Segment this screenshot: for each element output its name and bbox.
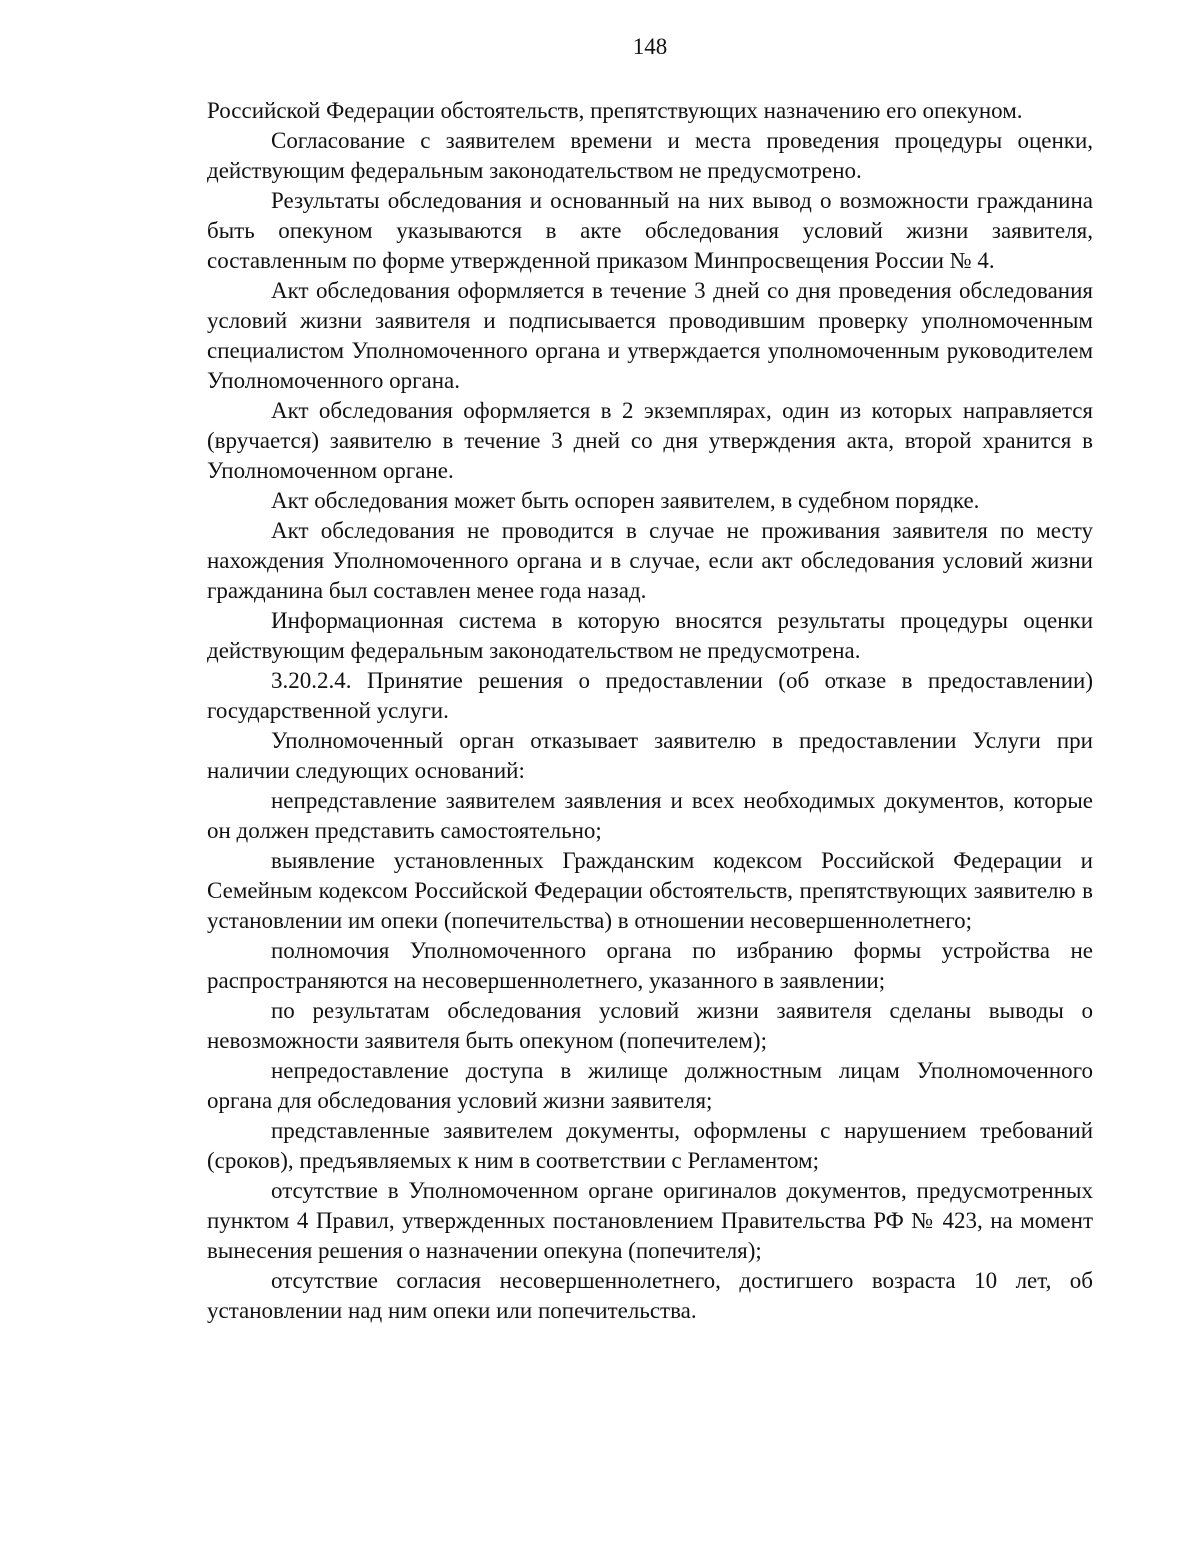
paragraph: представленные заявителем документы, оформлены с нарушением требований (сроков), предъявляемых к ним в соответствии с Регламентом; [207, 1118, 1093, 1173]
paragraph: 3.20.2.4. Принятие решения о предоставлении (об отказе в предоставлении) государственной услуги. [207, 668, 1093, 723]
paragraph: отсутствие в Уполномоченном органе оригиналов документов, предусмотренных пунктом 4 Правил, утвержденных постановлением Правительства РФ № 423, на момент вынесения решения о назначении опекуна (попечителя); [207, 1178, 1093, 1263]
paragraph: полномочия Уполномоченного органа по избранию формы устройства не распространяются на несовершеннолетнего, указанного в заявлении; [207, 938, 1093, 993]
paragraph: отсутствие согласия несовершеннолетнего, достигшего возраста 10 лет, об установлении над ним опеки или попечительства. [207, 1268, 1093, 1323]
document-body [207, 96, 1093, 1326]
paragraph: непредоставление доступа в жилище должностным лицам Уполномоченного органа для обследования условий жизни заявителя; [207, 1058, 1093, 1113]
paragraph: непредставление заявителем заявления и всех необходимых документов, которые он должен представить самостоятельно; [207, 788, 1093, 843]
paragraph: Информационная система в которую вносятся результаты процедуры оценки действующим федеральным законодательством не предусмотрена. [207, 608, 1093, 663]
paragraph: по результатам обследования условий жизни заявителя сделаны выводы о невозможности заявителя быть опекуном (попечителем); [207, 998, 1093, 1053]
paragraph: выявление установленных Гражданским кодексом Российской Федерации и Семейным кодексом Российской Федерации обстоятельств, препятствующих заявителю в установлении им опеки (попечительства) в отношении несовершеннолетнего; [207, 848, 1093, 933]
paragraph: Результаты обследования и основанный на них вывод о возможности гражданина быть опекуном указываются в акте обследования условий жизни заявителя, составленным по форме утвержденной приказом Минпросвещения России № 4. [207, 188, 1093, 273]
paragraph: Акт обследования может быть оспорен заявителем, в судебном порядке. [271, 488, 980, 513]
paragraph: Российской Федерации обстоятельств, препятствующих назначению его опекуном. [207, 98, 1023, 123]
paragraph: Уполномоченный орган отказывает заявителю в предоставлении Услуги при наличии следующих оснований: [207, 728, 1093, 783]
paragraph: Акт обследования оформляется в 2 экземплярах, один из которых направляется (вручается) заявителю в течение 3 дней со дня утверждения акта, второй хранится в Уполномоченном органе. [207, 398, 1093, 483]
paragraph: Акт обследования не проводится в случае не проживания заявителя по месту нахождения Уполномоченного органа и в случае, если акт обследования условий жизни гражданина был составлен менее года назад. [207, 518, 1093, 603]
paragraph: Акт обследования оформляется в течение 3 дней со дня проведения обследования условий жизни заявителя и подписывается проводившим проверку уполномоченным специалистом Уполномоченного органа и утверждается уполномоченным руководителем Уполномоченного органа. [207, 278, 1093, 393]
page-number: 148 [632, 34, 668, 59]
paragraph: Согласование с заявителем времени и места проведения процедуры оценки, действующим федеральным законодательством не предусмотрено. [207, 128, 1093, 183]
